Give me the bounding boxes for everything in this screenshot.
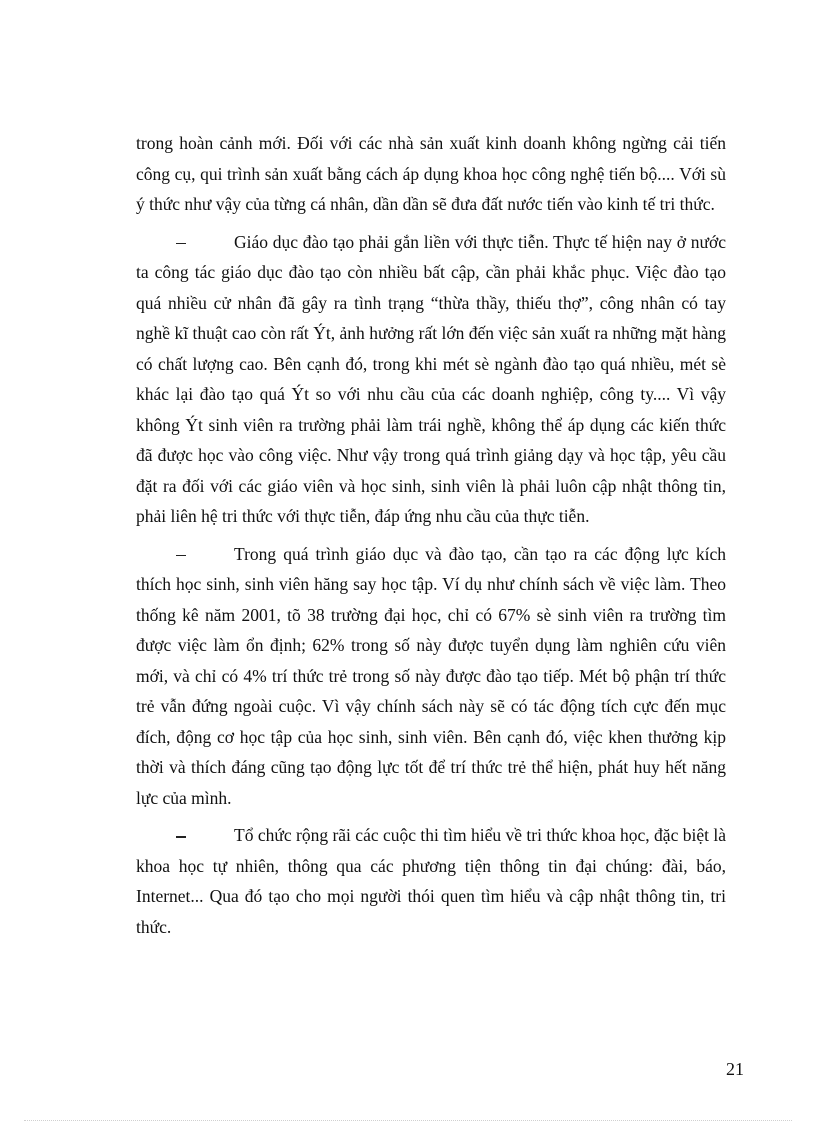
paragraph-text: Tổ chức rộng rãi các cuộc thi tìm hiểu về tri thức khoa học, đặc biệt là khoa học tự nhiên, thông qua các phương tiện thông tin đại chúng: đài, báo, Internet... Qua đó tạo cho mọi người thói quen tìm hiểu và cập nhật thông tin, tri thức.: [136, 825, 726, 937]
dash-bullet-icon: [176, 243, 186, 245]
dash-bullet-icon: [176, 555, 186, 557]
dash-bullet-icon: [176, 836, 186, 838]
paragraph-text: Giáo dục đào tạo phải gắn liền với thực tiễn. Thực tế hiện nay ở nước ta công tác giáo dục đào tạo còn nhiều bất cập, cần phải khắc phục. Việc đào tạo quá nhiều cử nhân đã gây ra tình trạng “thừa thầy, thiếu thợ”, công nhân có tay nghề kĩ thuật cao còn rất Ýt, ảnh hưởng rất lớn đến việc sản xuất ra những mặt hàng có chất lượng cao. Bên cạnh đó, trong khi mét sè ngành đào tạo quá nhiều, mét sè khác lại đào tạo quá Ýt so với nhu cầu của các doanh nghiệp, công ty.... Vì vậy không Ýt sinh viên ra trường phải làm trái nghề, không thể áp dụng các kiến thức đã được học vào công việc. Như vậy trong quá trình giảng dạy và học tập, yêu cầu đặt ra đối với các giáo viên và học sinh, sinh viên là phải luôn cập nhật thông tin, phải liên hệ tri thức với thực tiễn, đáp ứng nhu cầu của thực tiễn.: [136, 231, 726, 526]
page-number: 21: [726, 1059, 744, 1079]
paragraph-text: trong hoàn cảnh mới. Đối với các nhà sản xuất kinh doanh không ngừng cải tiến công cụ, qui trình sản xuất bằng cách áp dụng khoa học công nghệ tiến bộ.... Với sù ý thức như vậy của từng cá nhân, dần dần sẽ đưa đất nước tiến vào kinh tế tri thức.: [136, 133, 726, 214]
bullet-paragraph-education-practice: [136, 227, 726, 532]
bullet-paragraph-competitions: [136, 820, 726, 942]
paragraph-continuation: [136, 128, 726, 220]
page-bottom-divider: [24, 1120, 792, 1121]
body-text: [136, 128, 726, 942]
paragraph-text: Trong quá trình giáo dục và đào tạo, cần tạo ra các động lực kích thích học sinh, sinh viên hăng say học tập. Ví dụ như chính sách về việc làm. Theo thống kê năm 2001, tõ 38 trường đại học, chỉ có 67% sè sinh viên ra trường tìm được việc làm ổn định; 62% trong số này được tuyển dụng làm nghiên cứu viên mới, và chỉ có 4% trí thức trẻ trong số này được đào tạo tiếp. Mét bộ phận trí thức trẻ vẫn đứng ngoài cuộc. Vì vậy chính sách này sẽ có tác động tích cực đến mục đích, động cơ học tập của học sinh, sinh viên. Bên cạnh đó, việc khen thưởng kịp thời và thích đáng cũng tạo động lực tốt để trí thức trẻ thể hiện, phát huy hết năng lực của mình.: [136, 543, 726, 808]
bullet-paragraph-motivation: [136, 539, 726, 814]
